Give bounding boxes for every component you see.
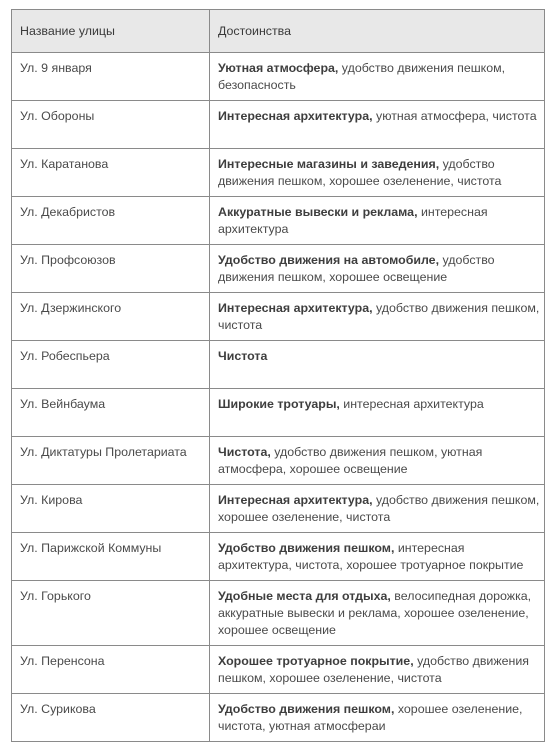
advantages-cell — [210, 197, 545, 245]
street-name-cell: Ул. Робеспьера — [12, 341, 210, 389]
street-name-cell: Ул. Профсоюзов — [12, 245, 210, 293]
street-name-cell: Ул. Декабристов — [12, 197, 210, 245]
street-name-cell: Ул. Каратанова — [12, 149, 210, 197]
main-advantage: Аккуратные вывески и реклама, — [218, 205, 418, 219]
table-row — [12, 646, 545, 694]
street-name-cell: Ул. Перенсона — [12, 646, 210, 694]
table-row — [12, 53, 545, 101]
advantages-cell — [210, 293, 545, 341]
street-name-cell: Ул. Парижской Коммуны — [12, 533, 210, 581]
other-advantages: интересная архитектура — [218, 205, 488, 236]
table-row — [12, 149, 545, 197]
other-advantages: интересная архитектура — [339, 397, 484, 411]
other-advantages: удобство движения пешком, хорошее озеленение, чистота — [218, 157, 502, 188]
main-advantage: Интересная архитектура, — [218, 301, 373, 315]
advantages-cell — [210, 646, 545, 694]
street-name-cell: Ул. Диктатуры Пролетариата — [12, 437, 210, 485]
streets-table — [11, 9, 545, 742]
street-name-cell: Ул. Кирова — [12, 485, 210, 533]
other-advantages: удобство движения пешком, хорошее освещение — [218, 253, 495, 284]
street-name-cell: Ул. Сурикова — [12, 694, 210, 742]
advantages-cell — [210, 581, 545, 646]
table-row — [12, 581, 545, 646]
advantages-cell — [210, 245, 545, 293]
main-advantage: Удобство движения на автомобиле, — [218, 253, 440, 267]
main-advantage: Широкие тротуары, — [218, 397, 340, 411]
main-advantage: Чистота, — [218, 445, 271, 459]
other-advantages: интересная архитектура, чистота, хорошее тротуарное покрытие — [218, 541, 524, 572]
column-header-street: Название улицы — [12, 10, 210, 53]
table-row — [12, 485, 545, 533]
main-advantage: Интересные магазины и заведения, — [218, 157, 440, 171]
street-name-cell: Ул. Вейнбаума — [12, 389, 210, 437]
other-advantages: удобство движения пешком, хорошее озеленение, чистота — [218, 493, 540, 524]
advantages-cell — [210, 341, 545, 389]
other-advantages: удобство движения пешком, безопасность — [218, 61, 506, 92]
other-advantages: удобство движения пешком, уютная атмосфера, хорошее освещение — [218, 445, 483, 476]
street-name-cell: Ул. Дзержинского — [12, 293, 210, 341]
advantages-cell — [210, 485, 545, 533]
table-row — [12, 533, 545, 581]
main-advantage: Интересная архитектура, — [218, 109, 373, 123]
street-name-cell: Ул. Горького — [12, 581, 210, 646]
advantages-cell — [210, 53, 545, 101]
main-advantage: Удобство движения пешком, — [218, 702, 395, 716]
other-advantages: велосипедная дорожка, аккуратные вывески и реклама, хорошее озеленение, хорошее освещение — [218, 589, 532, 637]
table-row — [12, 197, 545, 245]
advantages-cell — [210, 533, 545, 581]
advantages-cell — [210, 101, 545, 149]
column-header-advantages: Достоинства — [210, 10, 545, 53]
table-row — [12, 694, 545, 742]
table-row — [12, 437, 545, 485]
advantages-cell — [210, 149, 545, 197]
advantages-cell — [210, 437, 545, 485]
street-name-cell: Ул. Обороны — [12, 101, 210, 149]
advantages-cell — [210, 694, 545, 742]
main-advantage: Интересная архитектура, — [218, 493, 373, 507]
table-header-row — [12, 10, 545, 53]
street-name-cell: Ул. 9 января — [12, 53, 210, 101]
table-row — [12, 341, 545, 389]
other-advantages: удобство движения пешком, хорошее озеленение, чистота — [218, 654, 529, 685]
table-row — [12, 293, 545, 341]
table-body — [12, 53, 545, 742]
main-advantage: Удобство движения пешком, — [218, 541, 395, 555]
table-row — [12, 101, 545, 149]
other-advantages: уютная атмосфера, чистота — [372, 109, 537, 123]
main-advantage: Удобные места для отдыха, — [218, 589, 391, 603]
main-advantage: Хорошее тротуарное покрытие, — [218, 654, 414, 668]
other-advantages: удобство движения пешком, чистота — [218, 301, 540, 332]
table-row — [12, 245, 545, 293]
table-row — [12, 389, 545, 437]
main-advantage: Уютная атмосфера, — [218, 61, 339, 75]
other-advantages: хорошее озеленение, чистота, уютная атмосфераи — [218, 702, 523, 733]
main-advantage: Чистота — [218, 349, 268, 363]
advantages-cell — [210, 389, 545, 437]
